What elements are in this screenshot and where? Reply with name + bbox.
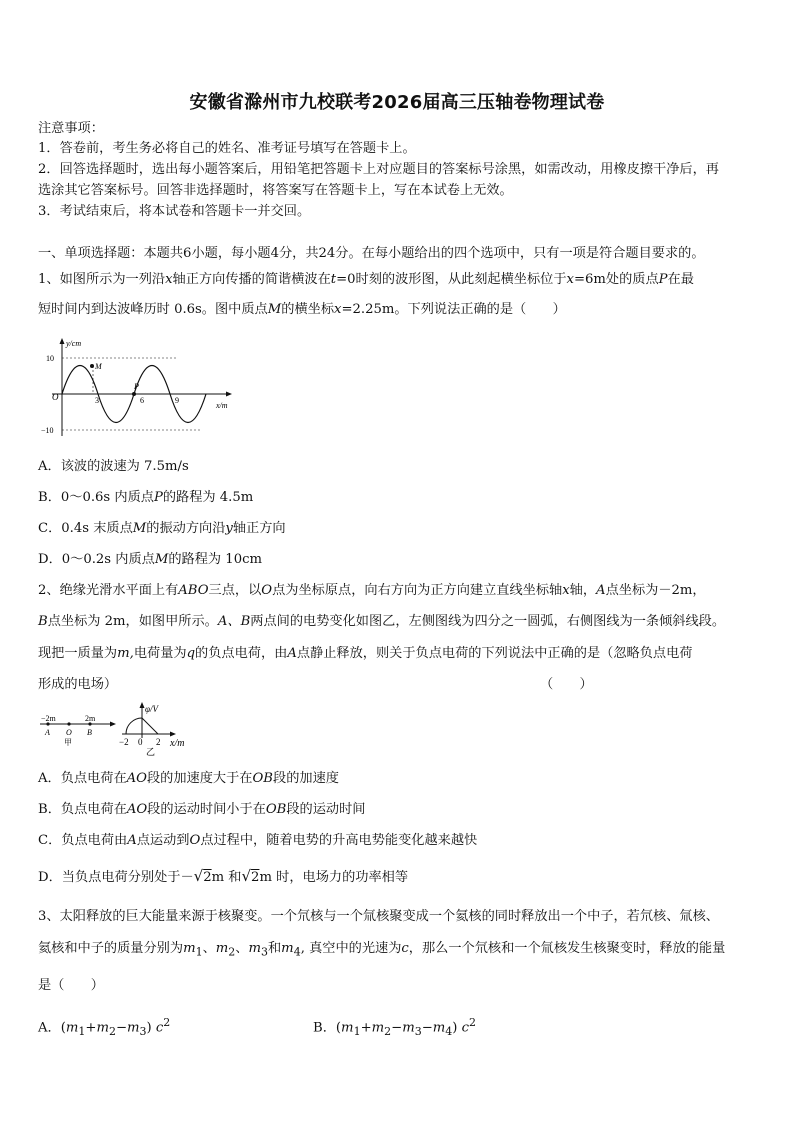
- q2-option-c: C．负点电荷由A点运动到O点过程中，随着电势的升高电势能变化越来越快: [38, 833, 478, 848]
- label-p: P: [134, 382, 139, 391]
- q3-line-1: 3、太阳释放的巨大能量来源于核聚变。一个氘核与一个氚核聚变成一个氦核的同时释放出一个中子，若氘核、氚核、: [38, 909, 719, 924]
- q2-line-4: 形成的电场）: [38, 677, 118, 692]
- ytick-10: 10: [46, 354, 54, 363]
- page-title: 安徽省滁州市九校联考2026届高三压轴卷物理试卷: [189, 92, 605, 113]
- q2-option-d: D．当负点电荷分别处于－√2m 和√2m 时，电场力的功率相等: [38, 867, 409, 885]
- tick-neg2: −2: [119, 737, 129, 747]
- q1-line-1: 1、如图所示为一列沿x轴正方向传播的简谐横波在t=0时刻的波形图，从此刻起横坐标位于x=6m处的质点P在最: [38, 272, 694, 287]
- sqrt-sign: √: [241, 867, 252, 885]
- label-a: A: [45, 728, 50, 737]
- q2-option-a: A．负点电荷在AO段的加速度大于在OB段的加速度: [38, 771, 339, 786]
- figure-name-jia: 甲: [64, 738, 72, 747]
- phi-axis-label: φ/V: [145, 704, 158, 714]
- q3-option-a: A．$(m_1+m_2-m_3)$ $c^2$: [38, 1016, 171, 1039]
- notice-heading: 注意事项：: [38, 121, 104, 136]
- label-m: M: [95, 362, 102, 371]
- q2-answer-bracket: （ ）: [540, 677, 593, 692]
- figure-name-yi: 乙: [146, 747, 156, 757]
- xtick-6: 6: [140, 396, 144, 405]
- label-neg2m: −2m: [41, 714, 56, 723]
- x-axis-label: x/m: [216, 401, 228, 410]
- q1-line-2: 短时间内到达波峰历时 0.6s。图中质点M的横坐标x=2.25m。下列说法正确的是（ ）: [38, 302, 566, 317]
- q1-option-a: A．该波的波速为 7.5m/s: [38, 459, 189, 474]
- y-axis-label: y/cm: [66, 339, 82, 348]
- section-heading: 一、单项选择题：本题共6小题，每小题4分，共24分。在每小题给出的四个选项中，只有一项是符合题目要求的。: [38, 246, 705, 261]
- label-o: O: [66, 728, 72, 737]
- notice-item-3: 3．考试结束后，将本试卷和答题卡一并交回。: [38, 204, 311, 219]
- q1-option-d: D．0～0.2s 内质点M的路程为 10cm: [38, 552, 262, 567]
- q2-line-3: 现把一质量为m,电荷量为q的负点电荷，由A点静止释放，则关于负点电荷的下列说法中正确的是（忽略负点电荷: [38, 646, 693, 661]
- tick-2: 2: [156, 737, 161, 747]
- notice-item-1: 1．答卷前，考生务必将自己的姓名、准考证号填写在答题卡上。: [38, 141, 416, 156]
- q1-wave-graph: [38, 336, 238, 440]
- label-b: B: [87, 728, 92, 737]
- q3-line-3: 是（ ）: [38, 978, 104, 993]
- xtick-3: 3: [95, 396, 99, 405]
- notice-item-2-cont: 选涂其它答案标号。回答非选择题时，将答案写在答题卡上，写在本试卷上无效。: [38, 183, 513, 198]
- label-2m: 2m: [85, 714, 96, 723]
- ytick-neg10: −10: [41, 426, 54, 435]
- q2-figure-yi: [118, 702, 198, 758]
- q3-option-b: B．$(m_1+m_2-m_3-m_4)$ $c^2$: [313, 1016, 477, 1039]
- q3-line-2: 氦核和中子的质量分别为$m_1$、$m_2$、$m_3$和$m_4$, 真空中的光速为c，那么一个氘核和一个氚核发生核聚变时，释放的能量: [38, 941, 726, 959]
- tick-0: 0: [138, 737, 143, 747]
- q2-figure-jia: [38, 712, 118, 752]
- notice-item-2: 2．回答选择题时，选出每小题答案后，用铅笔把答题卡上对应题目的答案标号涂黑，如需改动，用橡皮擦干净后，再: [38, 162, 719, 177]
- q2-option-b: B．负点电荷在AO段的运动时间小于在OB段的运动时间: [38, 802, 366, 817]
- xtick-9: 9: [175, 396, 179, 405]
- point-p: [132, 392, 136, 396]
- point-m: [90, 364, 94, 368]
- q1-option-c: C．0.4s 末质点M的振动方向沿y轴正方向: [38, 521, 286, 536]
- sqrt-sign: √: [193, 867, 204, 885]
- q2-line-1: 2、绝缘光滑水平面上有ABO三点，以O点为坐标原点，向右方向为正方向建立直线坐标轴x轴，A点坐标为－2m，: [38, 583, 706, 598]
- x-axis-label: x/m: [170, 738, 185, 749]
- origin-label: O: [52, 392, 59, 402]
- q1-option-b: B．0～0.6s 内质点P的路程为 4.5m: [38, 490, 254, 505]
- q2-line-2: B点坐标为 2m，如图甲所示。A、B两点间的电势变化如图乙，左侧图线为四分之一圆弧，右侧图线为一条倾斜线段。: [38, 614, 726, 629]
